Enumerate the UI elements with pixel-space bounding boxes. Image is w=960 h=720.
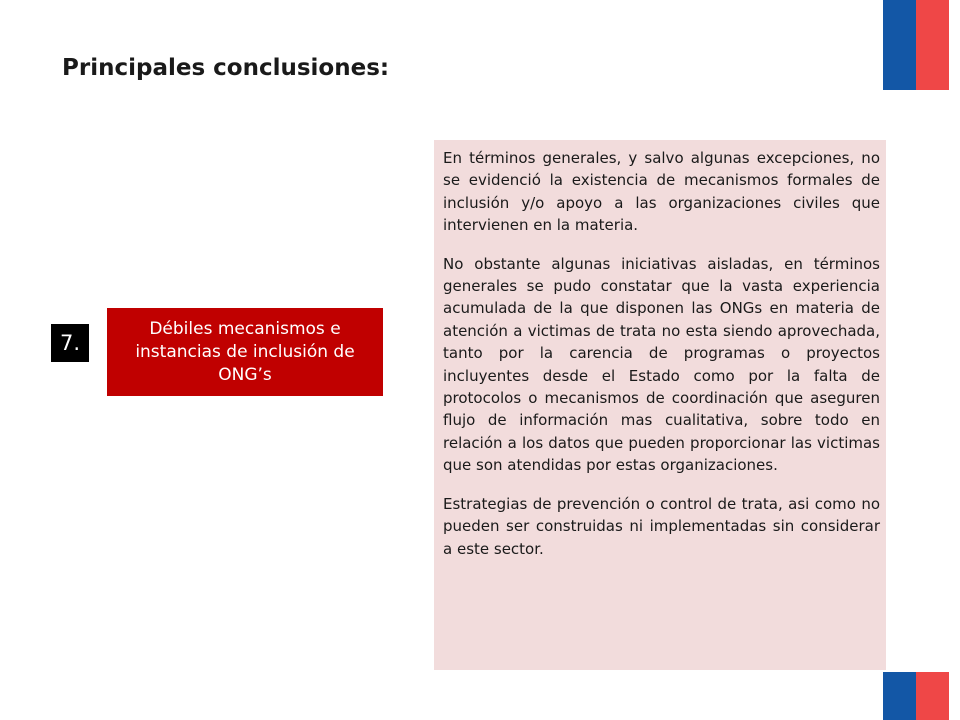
paragraph-2: No obstante algunas iniciativas aisladas, en términos generales se pudo constatar que la vasta experiencia acumulada de la que disponen las ONGs en materia de atención a victimas de trata no esta siendo aprovechada, tanto por la carencia de programas o proyectos incluyentes desde el Estado como por la falta de protocolos o mecanismos de coordinación que aseguren flujo de información mas cualitativa, sobre todo en relación a los datos que pueden proporcionar las victimas que son atendidas por estas organizaciones. [443, 254, 880, 475]
flag-stripe-bottom [883, 672, 949, 720]
item-title: Débiles mecanismos e instancias de inclusión de ONG’s [135, 318, 355, 385]
item-title-box [107, 308, 383, 396]
flag-red-band [916, 672, 949, 720]
paragraph-3: Estrategias de prevención o control de trata, asi como no pueden ser construidas ni implementadas sin considerar a este sector. [443, 494, 880, 558]
flag-blue-band [883, 672, 916, 720]
slide-title: Principales conclusiones: [62, 55, 390, 81]
flag-stripe-top [883, 0, 949, 90]
item-number: 7. [51, 324, 89, 362]
conclusion-text-panel [434, 140, 886, 670]
paragraph-1: En términos generales, y salvo algunas excepciones, no se evidenció la existencia de mecanismos formales de inclusión y/o apoyo a las organizaciones civiles que intervienen en la materia. [443, 149, 880, 235]
flag-red-band [916, 0, 949, 90]
flag-blue-band [883, 0, 916, 90]
